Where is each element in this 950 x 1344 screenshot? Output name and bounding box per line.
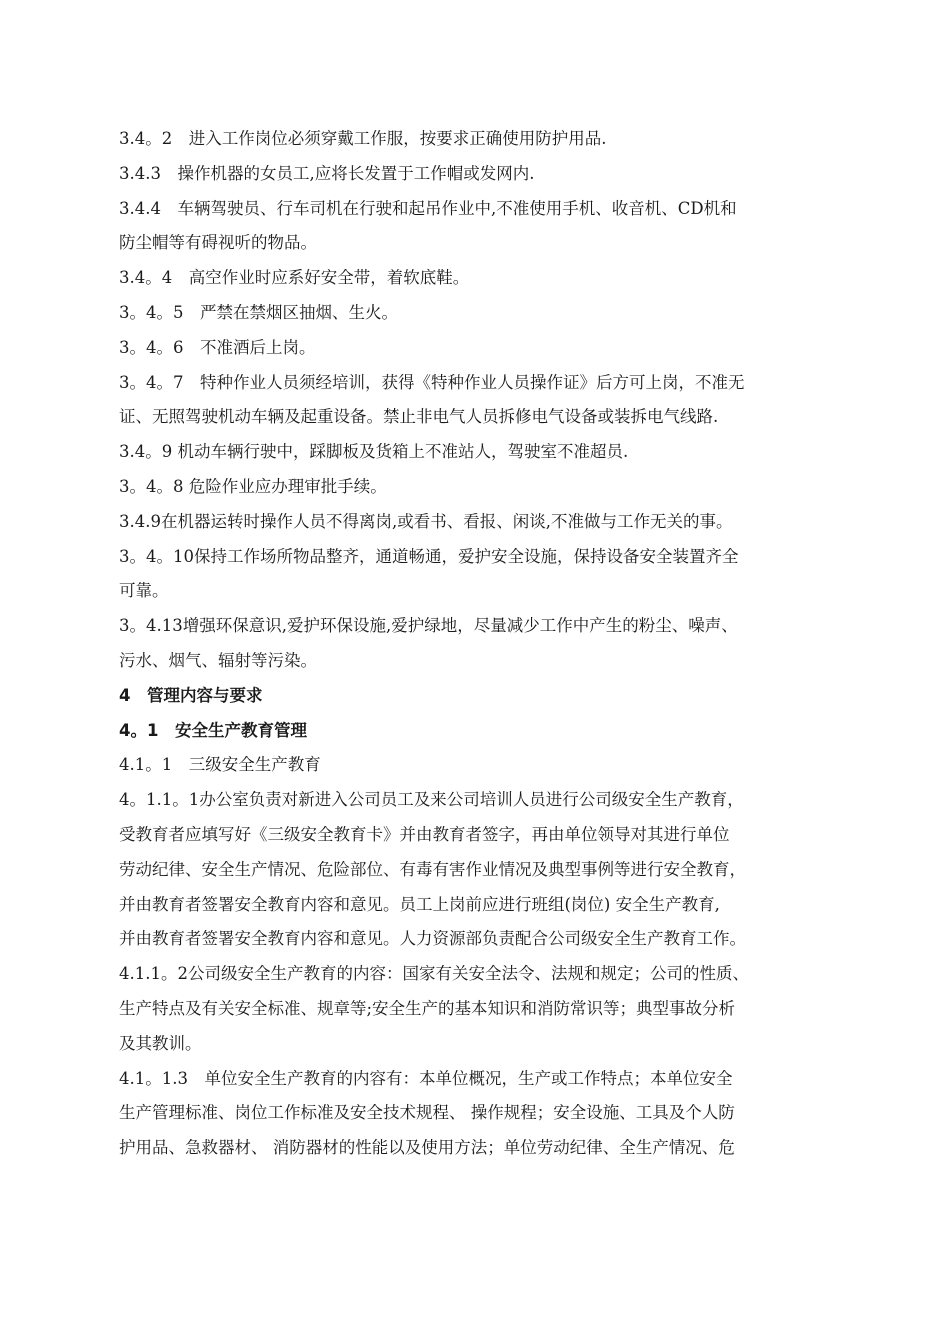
paragraph-line: 3.4。4 高空作业时应系好安全带，着软底鞋。 bbox=[119, 268, 470, 288]
paragraph-line: 4。1.1。1办公室负责对新进入公司员工及来公司培训人员进行公司级安全生产教育， bbox=[119, 790, 744, 810]
paragraph-line: 3。4。5 严禁在禁烟区抽烟、生火。 bbox=[119, 302, 398, 322]
paragraph-line: 并由教育者签署安全教育内容和意见。员工上岗前应进行班组(岗位) 安全生产教育, bbox=[119, 894, 720, 914]
paragraph-line: 污水、烟气、辐射等污染。 bbox=[119, 650, 317, 670]
paragraph-line: 及其教训。 bbox=[119, 1033, 202, 1053]
paragraph-line: 3。4。10保持工作场所物品整齐，通道畅通，爱护安全设施，保持设备安全装置齐全 bbox=[119, 546, 739, 566]
paragraph-line: 3。4。7 特种作业人员须经培训，获得《特种作业人员操作证》后方可上岗，不准无 bbox=[119, 372, 745, 392]
paragraph-line: 3.4.9在机器运转时操作人员不得离岗,或看书、看报、闲谈,不准做与工作无关的事。 bbox=[119, 511, 733, 531]
paragraph-line: 劳动纪律、安全生产情况、危险部位、有毒有害作业情况及典型事例等进行安全教育， bbox=[119, 859, 746, 879]
paragraph-line: 受教育者应填写好《三级安全教育卡》并由教育者签字，再由单位领导对其进行单位 bbox=[119, 824, 730, 844]
paragraph-line: 3。4。6 不准酒后上岗。 bbox=[119, 337, 316, 357]
paragraph-line: 4.1.1。2公司级安全生产教育的内容：国家有关安全法令、法规和规定；公司的性质、 bbox=[119, 964, 749, 984]
section-heading: 4。1 安全生产教育管理 bbox=[119, 720, 307, 740]
paragraph-line: 证、无照驾驶机动车辆及起重设备。禁止非电气人员拆修电气设备或装拆电气线路. bbox=[119, 407, 719, 427]
paragraph-line: 并由教育者签署安全教育内容和意见。人力资源部负责配合公司级安全生产教育工作。 bbox=[119, 929, 746, 949]
paragraph-line: 3.4。2 进入工作岗位必须穿戴工作服，按要求正确使用防护用品. bbox=[119, 129, 607, 148]
paragraph-line: 4.1。1.3 单位安全生产教育的内容有：本单位概况，生产或工作特点；本单位安全 bbox=[119, 1068, 733, 1088]
paragraph-line: 3.4。9 机动车辆行驶中，踩脚板及货箱上不准站人，驾驶室不准超员. bbox=[119, 442, 629, 462]
paragraph-line: 可靠。 bbox=[119, 581, 169, 601]
document-page bbox=[119, 122, 837, 1166]
paragraph-line: 生产管理标准、岗位工作标准及安全技术规程、 操作规程；安全设施、工具及个人防 bbox=[119, 1103, 735, 1123]
section-heading: 4 管理内容与要求 bbox=[119, 685, 263, 705]
paragraph-line: 3.4.3 操作机器的女员工,应将长发置于工作帽或发网内. bbox=[119, 163, 535, 183]
paragraph-line: 防尘帽等有碍视听的物品。 bbox=[119, 233, 317, 253]
paragraph-line: 护用品、急救器材、 消防器材的性能以及使用方法；单位劳动纪律、全生产情况、危 bbox=[119, 1138, 735, 1158]
paragraph-line: 3。4.13增强环保意识,爱护环保设施,爱护绿地，尽量减少工作中产生的粉尘、噪声、 bbox=[119, 616, 738, 636]
paragraph-line: 4.1。1 三级安全生产教育 bbox=[119, 755, 321, 775]
paragraph-line: 生产特点及有关安全标准、规章等;安全生产的基本知识和消防常识等；典型事故分析 bbox=[119, 998, 736, 1018]
paragraph-line: 3。4。8 危险作业应办理审批手续。 bbox=[119, 476, 387, 496]
paragraph-line: 3.4.4 车辆驾驶员、行车司机在行驶和起吊作业中,不准使用手机、收音机、CD机和 bbox=[119, 198, 737, 218]
